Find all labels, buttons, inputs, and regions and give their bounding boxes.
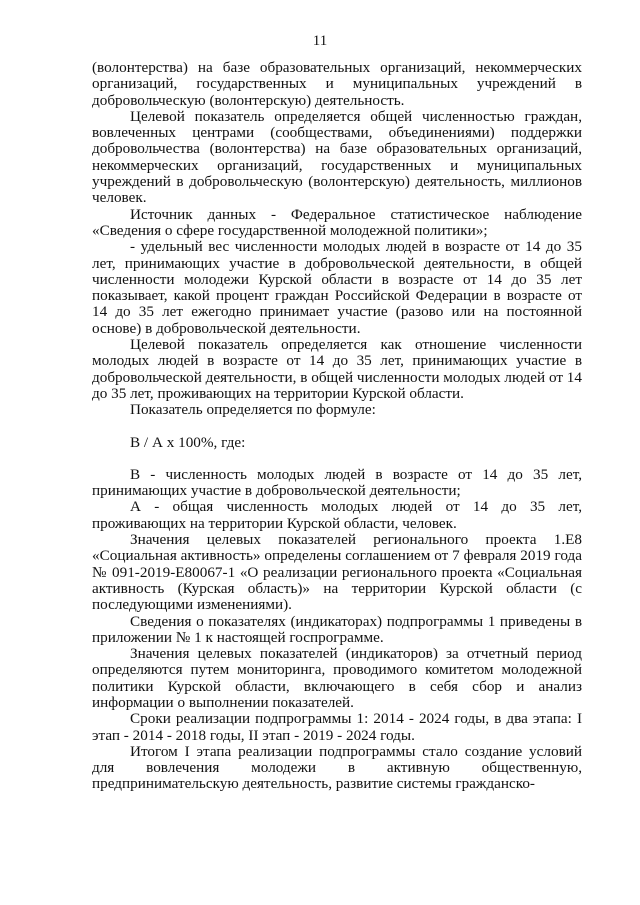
document-body (92, 60, 582, 793)
paragraph: А - общая численность молодых людей от 14 до 35 лет, проживающих на территории Курской области, человек. (92, 498, 582, 532)
paragraph: Значения целевых показателей регионального проекта 1.Е8 «Социальная активность» определены соглашением от 7 февраля 2019 года № 091-2019-Е80067-1 «О реализации регионального проекта «Социальная активность (Курская область)» на территории Курской области (с последующими изменениями). (92, 531, 582, 614)
paragraph: Целевой показатель определяется как отношение численности молодых людей в возрасте от 14 до 35 лет, принимающих участие в добровольческой деятельности, в общей численности молодых людей от 14 до 35 лет, проживающих на территории Курской области. (92, 336, 582, 402)
paragraph: Показатель определяется по формуле: (130, 401, 376, 419)
paragraph: Источник данных - Федеральное статистическое наблюдение «Сведения о сфере государственной молодежной политики»; (92, 205, 582, 239)
paragraph: Сроки реализации подпрограммы 1: 2014 - 2024 годы, в два этапа: I этап - 2014 - 2018 годы, II этап - 2019 - 2024 годы. (92, 710, 582, 744)
paragraph: Итогом I этапа реализации подпрограммы стало создание условий для вовлечения молодежи в активную общественную, предпринимательскую деятельность, развитие системы гражданско- (92, 742, 582, 793)
paragraph: В - численность молодых людей в возрасте от 14 до 35 лет, принимающих участие в добровольческой деятельности; (92, 465, 582, 500)
paragraph: - удельный вес численности молодых людей в возрасте от 14 до 35 лет, принимающих участие в добровольческой деятельности, в общей численности молодежи Курской области в возрасте от 14 до 35 лет показывает, какой процент граждан Российской Федерации в возрасте от 14 до 35 лет ежегодно принимает участие (разово или на постоянной основе) в добровольческой деятельности. (92, 238, 582, 337)
paragraph: Целевой показатель определяется общей численностью граждан, вовлеченных центрами (сообществами, объединениями) поддержки добровольчества (волонтерства) на базе образовательных организаций, некоммерческих организаций, государственных и муниципальных учреждений в добровольческую (волонтерскую) деятельность, миллионов человек. (92, 107, 582, 207)
formula: В / А х 100%, где: (130, 433, 246, 451)
paragraph: Значения целевых показателей (индикаторов) за отчетный период определяются путем мониторинга, проводимого комитетом молодежной политики Курской области, включающего в себя сбор и анализ информации о выполнении показателей. (92, 645, 582, 711)
paragraph: (волонтерства) на базе образовательных организаций, некоммерческих организаций, государственных и муниципальных учреждений в добровольческую (волонтерскую) деятельность. (92, 59, 582, 109)
paragraph: Сведения о показателях (индикаторах) подпрограммы 1 приведены в приложении № 1 к настоящей госпрограмме. (92, 612, 582, 646)
page-number: 11 (312, 33, 328, 49)
